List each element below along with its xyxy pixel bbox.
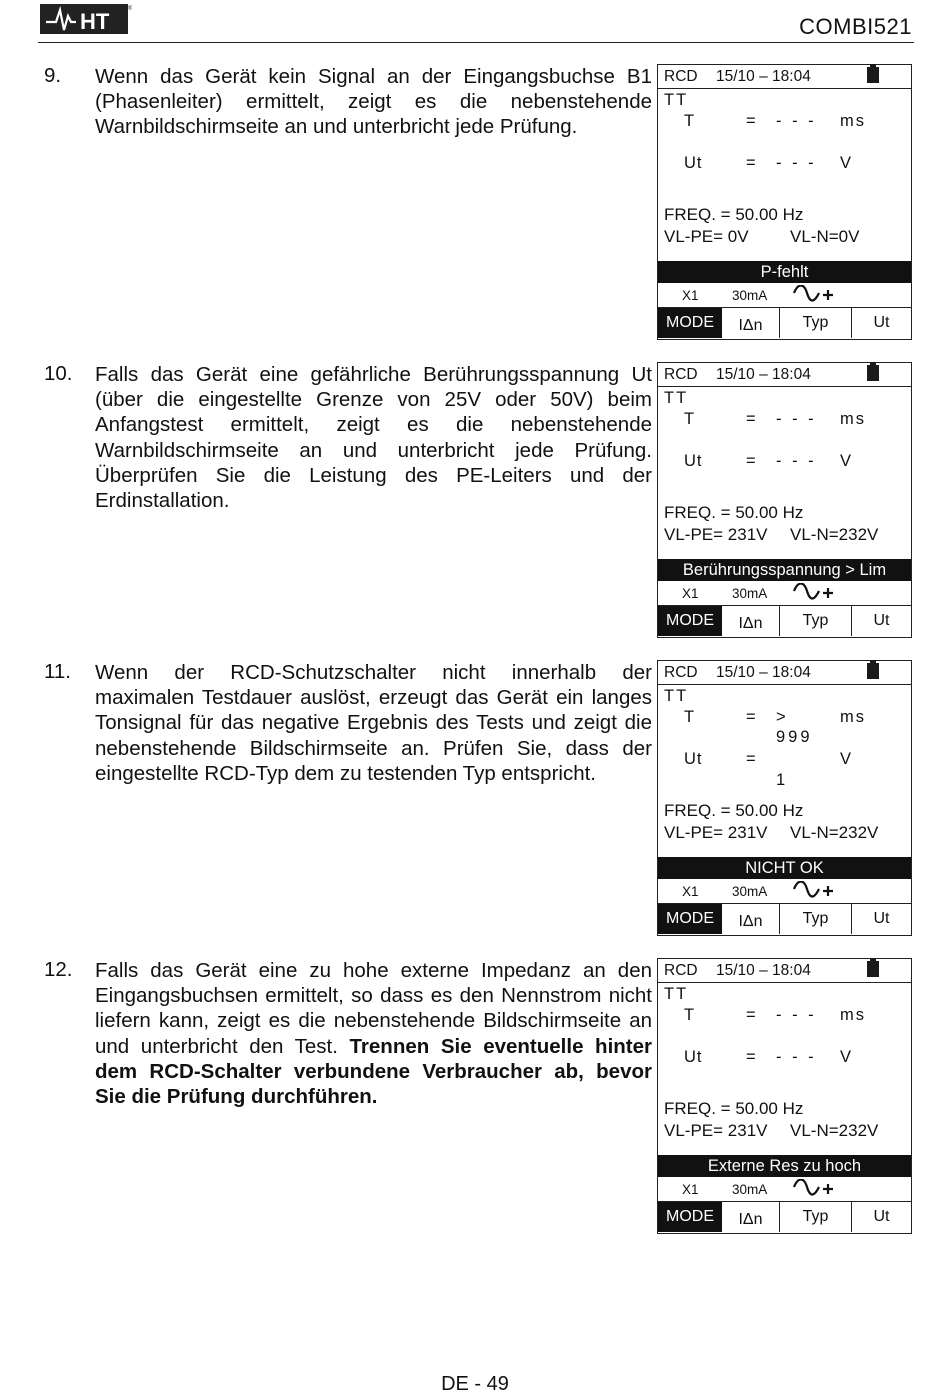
settings-row — [658, 879, 911, 904]
frequency-readout: FREQ. = 50.00 Hz — [664, 205, 804, 224]
step-number: 12. — [44, 958, 73, 981]
touch-voltage-row — [684, 452, 854, 471]
touch-voltage-row — [684, 154, 854, 173]
equals-sign: = — [746, 708, 757, 726]
trip-time-value: > — [776, 708, 789, 726]
touch-voltage-unit: V — [840, 750, 854, 768]
vl-pe-value: VL-PE= 0V — [664, 227, 749, 246]
function-key-bar — [658, 606, 911, 636]
touch-voltage-unit: V — [840, 452, 854, 470]
step-text: Wenn der RCD-Schutzschalter nicht innerhalb der maximalen Testdauer auslöst, erzeugt das Gerät ein langes Tonsignal für das negative Ergebnis des Tests und zeigt die nebenstehende Bildschirmseite an. Prüfen Sie, dass der eingestellte RCD-Typ dem zu testenden Typ entspricht. — [95, 661, 652, 785]
function-key-bar — [658, 1202, 911, 1232]
vl-pe-value: VL-PE= 231V — [664, 1121, 768, 1140]
ac-waveform-plus-icon — [792, 1179, 836, 1199]
trip-time-label: T — [684, 1006, 696, 1024]
battery-icon — [867, 961, 879, 977]
equals-sign: = — [746, 1048, 757, 1066]
voltage-readout — [664, 525, 904, 545]
trip-time-value: - - - — [776, 410, 817, 428]
ut-key[interactable]: Ut — [873, 1208, 890, 1225]
trip-time-label: T — [684, 112, 696, 130]
settings-row — [658, 283, 911, 308]
equals-sign: = — [746, 1006, 757, 1024]
multiplier-value: X1 — [682, 288, 699, 303]
touch-voltage-value: - - - — [776, 1048, 817, 1066]
page-header — [38, 0, 914, 43]
touch-voltage-row — [684, 750, 854, 769]
trip-time-row — [684, 1006, 866, 1025]
rated-current-key[interactable]: IΔn — [722, 606, 780, 636]
frequency-readout: FREQ. = 50.00 Hz — [664, 801, 804, 820]
ut-key[interactable]: Ut — [873, 910, 890, 927]
function-label: RCD — [664, 962, 698, 979]
rated-current-key[interactable]: IΔn — [722, 1202, 780, 1232]
touch-voltage-row — [684, 1048, 854, 1067]
system-type: TT — [664, 389, 689, 407]
voltage-readout — [664, 1121, 904, 1141]
instrument-screen — [657, 660, 912, 936]
multiplier-value: X1 — [682, 884, 699, 899]
step-text: Falls das Gerät eine zu hohe externe Impedanz an den Eingangsbuchsen ermittelt, so dass es den Nennstrom nicht liefern kann, zeigt es die nebenstehende Bildschirmseite an und unterbricht den Test. Trennen Sie eventuelle hinter dem RCD-Schalter verbundene Verbraucher ab, bevor Sie die Prüfung durchführen. — [95, 959, 653, 1109]
touch-voltage-value: - - - — [776, 154, 817, 172]
trip-time-unit: ms — [840, 1006, 866, 1024]
trip-time-unit: ms — [840, 112, 866, 130]
vl-n-value: VL-N=0V — [790, 227, 860, 246]
vl-pe-value: VL-PE= 231V — [664, 823, 768, 842]
function-label: RCD — [664, 366, 698, 383]
instrument-screen — [657, 958, 912, 1234]
system-type: TT — [664, 91, 689, 109]
date-time: 15/10 – 18:04 — [716, 664, 811, 681]
ut-key[interactable]: Ut — [873, 612, 890, 629]
multiplier-value: X1 — [682, 586, 699, 601]
ac-waveform-plus-icon — [792, 285, 836, 305]
battery-icon — [867, 365, 879, 381]
touch-voltage-unit: V — [840, 154, 854, 172]
date-time: 15/10 – 18:04 — [716, 68, 811, 85]
date-time: 15/10 – 18:04 — [716, 962, 811, 979]
type-key[interactable]: Typ — [780, 1202, 852, 1232]
rated-current-key[interactable]: IΔn — [722, 308, 780, 338]
type-key[interactable]: Typ — [780, 606, 852, 636]
mode-key[interactable]: MODE — [658, 606, 722, 636]
trip-time-label: T — [684, 410, 696, 428]
screen-status-bar — [658, 959, 911, 983]
equals-sign: = — [746, 112, 757, 130]
rated-current-value: 30mA — [732, 586, 768, 601]
page-number: DE - 49 — [441, 1373, 509, 1395]
touch-voltage-label: Ut — [684, 1048, 703, 1066]
equals-sign: = — [746, 154, 757, 172]
type-key[interactable]: Typ — [780, 308, 852, 338]
rated-current-value: 30mA — [732, 884, 768, 899]
settings-row — [658, 1177, 911, 1202]
touch-voltage-label: Ut — [684, 154, 703, 172]
trip-time-row — [684, 708, 866, 727]
warning-message: P-fehlt — [658, 261, 911, 283]
mode-key[interactable]: MODE — [658, 1202, 722, 1232]
system-type: TT — [664, 687, 689, 705]
instrument-screen — [657, 362, 912, 638]
result-message: NICHT OK — [658, 857, 911, 879]
touch-voltage-label: Ut — [684, 750, 703, 768]
rated-current-key[interactable]: IΔn — [722, 904, 780, 934]
system-type: TT — [664, 985, 689, 1003]
step-text: Falls das Gerät eine gefährliche Berührungsspannung Ut (über die eingestellte Grenze von 25V oder 50V) beim Anfangstest ermittelt, zeigt es die nebenstehende Warnbildschirmseite an und unterbricht jede Prüfung. Überprüfen Sie die Leistung des PE-Leiters und der Erdinstallation. — [95, 363, 652, 513]
trip-time-unit: ms — [840, 410, 866, 428]
vl-n-value: VL-N=232V — [790, 525, 879, 544]
equals-sign: = — [746, 410, 757, 428]
ht-logo-icon — [40, 2, 132, 36]
equals-sign: = — [746, 750, 757, 768]
date-time: 15/10 – 18:04 — [716, 366, 811, 383]
mode-key[interactable]: MODE — [658, 904, 722, 934]
mode-key[interactable]: MODE — [658, 308, 722, 338]
frequency-readout: FREQ. = 50.00 Hz — [664, 1099, 804, 1118]
vl-n-value: VL-N=232V — [790, 823, 879, 842]
touch-voltage-value: - - - — [776, 452, 817, 470]
touch-voltage-value-digits: 1 — [776, 771, 789, 789]
step-number: 11. — [44, 660, 71, 683]
step-number: 9. — [44, 64, 62, 87]
trip-time-value: - - - — [776, 1006, 817, 1024]
screen-status-bar — [658, 661, 911, 685]
trip-time-value: - - - — [776, 112, 817, 130]
screen-status-bar — [658, 363, 911, 387]
ac-waveform-plus-icon — [792, 881, 836, 901]
ac-waveform-plus-icon — [792, 583, 836, 603]
battery-icon — [867, 67, 879, 83]
trip-time-unit: ms — [840, 708, 866, 726]
step-text: Wenn das Gerät kein Signal an der Eingangsbuchse B1 (Phasenleiter) ermittelt, zeigt es die nebenstehende Warnbildschirmseite an und unterbricht jede Prüfung. — [95, 65, 652, 139]
function-label: RCD — [664, 68, 698, 85]
instrument-screen — [657, 64, 912, 340]
touch-voltage-label: Ut — [684, 452, 703, 470]
frequency-readout: FREQ. = 50.00 Hz — [664, 503, 804, 522]
step-number: 10. — [44, 362, 73, 385]
settings-row — [658, 581, 911, 606]
equals-sign: = — [746, 452, 757, 470]
multiplier-value: X1 — [682, 1182, 699, 1197]
battery-icon — [867, 663, 879, 679]
voltage-readout — [664, 227, 904, 247]
model-name: COMBI521 — [799, 14, 912, 39]
svg-text:HT: HT — [80, 9, 110, 34]
trip-time-value-digits: 999 — [776, 728, 813, 746]
screen-status-bar — [658, 65, 911, 89]
rated-current-value: 30mA — [732, 1182, 768, 1197]
svg-text:®: ® — [128, 6, 132, 12]
function-key-bar — [658, 904, 911, 934]
rated-current-value: 30mA — [732, 288, 768, 303]
function-key-bar — [658, 308, 911, 338]
function-label: RCD — [664, 664, 698, 681]
ut-key[interactable]: Ut — [873, 314, 890, 331]
vl-pe-value: VL-PE= 231V — [664, 525, 768, 544]
warning-message: Externe Res zu hoch — [658, 1155, 911, 1177]
trip-time-label: T — [684, 708, 696, 726]
trip-time-row — [684, 112, 866, 131]
voltage-readout — [664, 823, 904, 843]
touch-voltage-unit: V — [840, 1048, 854, 1066]
vl-n-value: VL-N=232V — [790, 1121, 879, 1140]
trip-time-row — [684, 410, 866, 429]
warning-message: Berührungsspannung > Lim — [658, 559, 911, 581]
type-key[interactable]: Typ — [780, 904, 852, 934]
